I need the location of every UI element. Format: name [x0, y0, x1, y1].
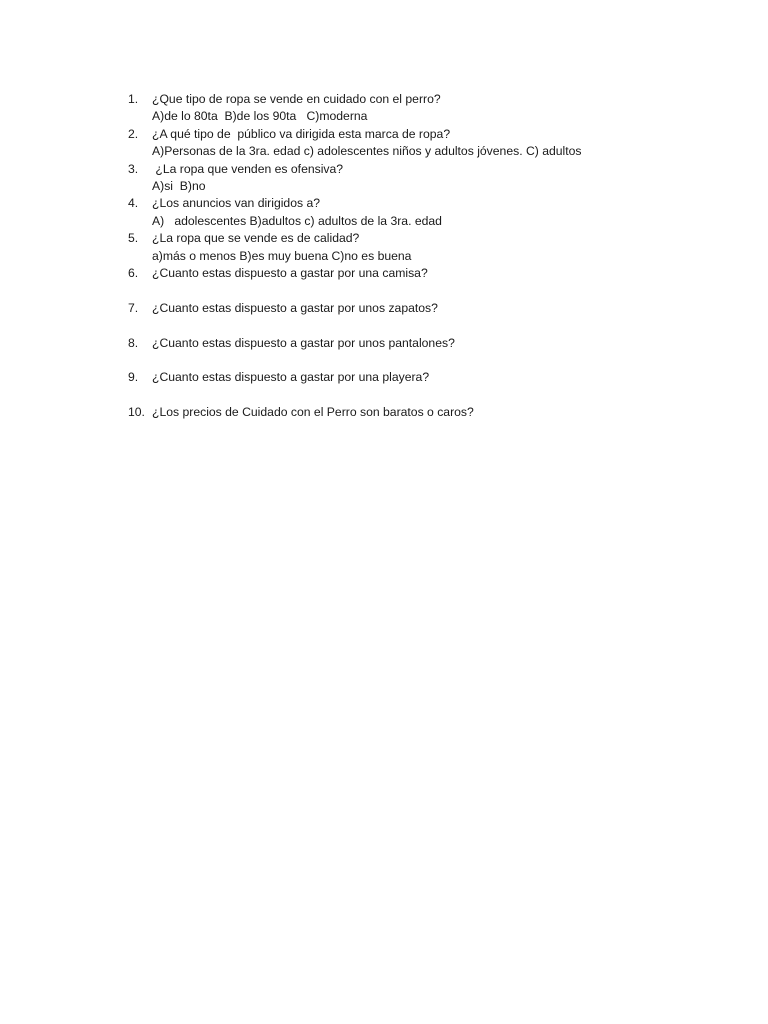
question-text: ¿Cuanto estas dispuesto a gastar por unos pantalones?: [152, 335, 455, 350]
question-item: [128, 369, 728, 386]
question-text: ¿A qué tipo de público va dirigida esta marca de ropa?: [152, 126, 451, 141]
question-item: [128, 230, 728, 265]
question-text: ¿La ropa que venden es ofensiva?: [152, 161, 344, 176]
question-item: [128, 161, 728, 196]
question-number: 3.: [128, 161, 139, 176]
question-number: 6.: [128, 266, 139, 281]
question-number: 9.: [128, 370, 139, 385]
question-item: [128, 335, 728, 352]
question-text: ¿La ropa que se vende es de calidad?: [152, 231, 360, 246]
question-text: ¿Los precios de Cuidado con el Perro son baratos o caros?: [152, 405, 474, 420]
answer-options: A)de lo 80ta B)de los 90ta C)moderna: [152, 109, 368, 124]
question-item: [128, 126, 728, 161]
question-text: ¿Cuanto estas dispuesto a gastar por unos zapatos?: [152, 300, 438, 315]
question-text: ¿Los anuncios van dirigidos a?: [152, 196, 321, 211]
answer-options: A)Personas de la 3ra. edad c) adolescentes niños y adultos jóvenes. C) adultos: [152, 144, 582, 159]
question-item: [128, 195, 728, 230]
question-number: 1.: [128, 92, 139, 106]
question-number: 7.: [128, 300, 139, 315]
answer-options: A)si B)no: [152, 179, 206, 194]
question-item: [128, 91, 728, 126]
question-number: 10.: [128, 405, 145, 420]
answer-options: A) adolescentes B)adultos c) adultos de la 3ra. edad: [152, 213, 442, 228]
question-item: [128, 300, 728, 317]
question-number: 5.: [128, 231, 139, 246]
question-number: 8.: [128, 335, 139, 350]
question-item: [128, 404, 728, 421]
question-list: [128, 91, 728, 422]
answer-options: a)más o menos B)es muy buena C)no es buena: [152, 248, 412, 263]
question-text: ¿Cuanto estas dispuesto a gastar por una playera?: [152, 370, 430, 385]
question-number: 2.: [128, 126, 139, 141]
question-text: ¿Que tipo de ropa se vende en cuidado con el perro?: [152, 92, 441, 106]
question-text: ¿Cuanto estas dispuesto a gastar por una camisa?: [152, 266, 428, 281]
question-item: [128, 265, 728, 282]
question-number: 4.: [128, 196, 139, 211]
